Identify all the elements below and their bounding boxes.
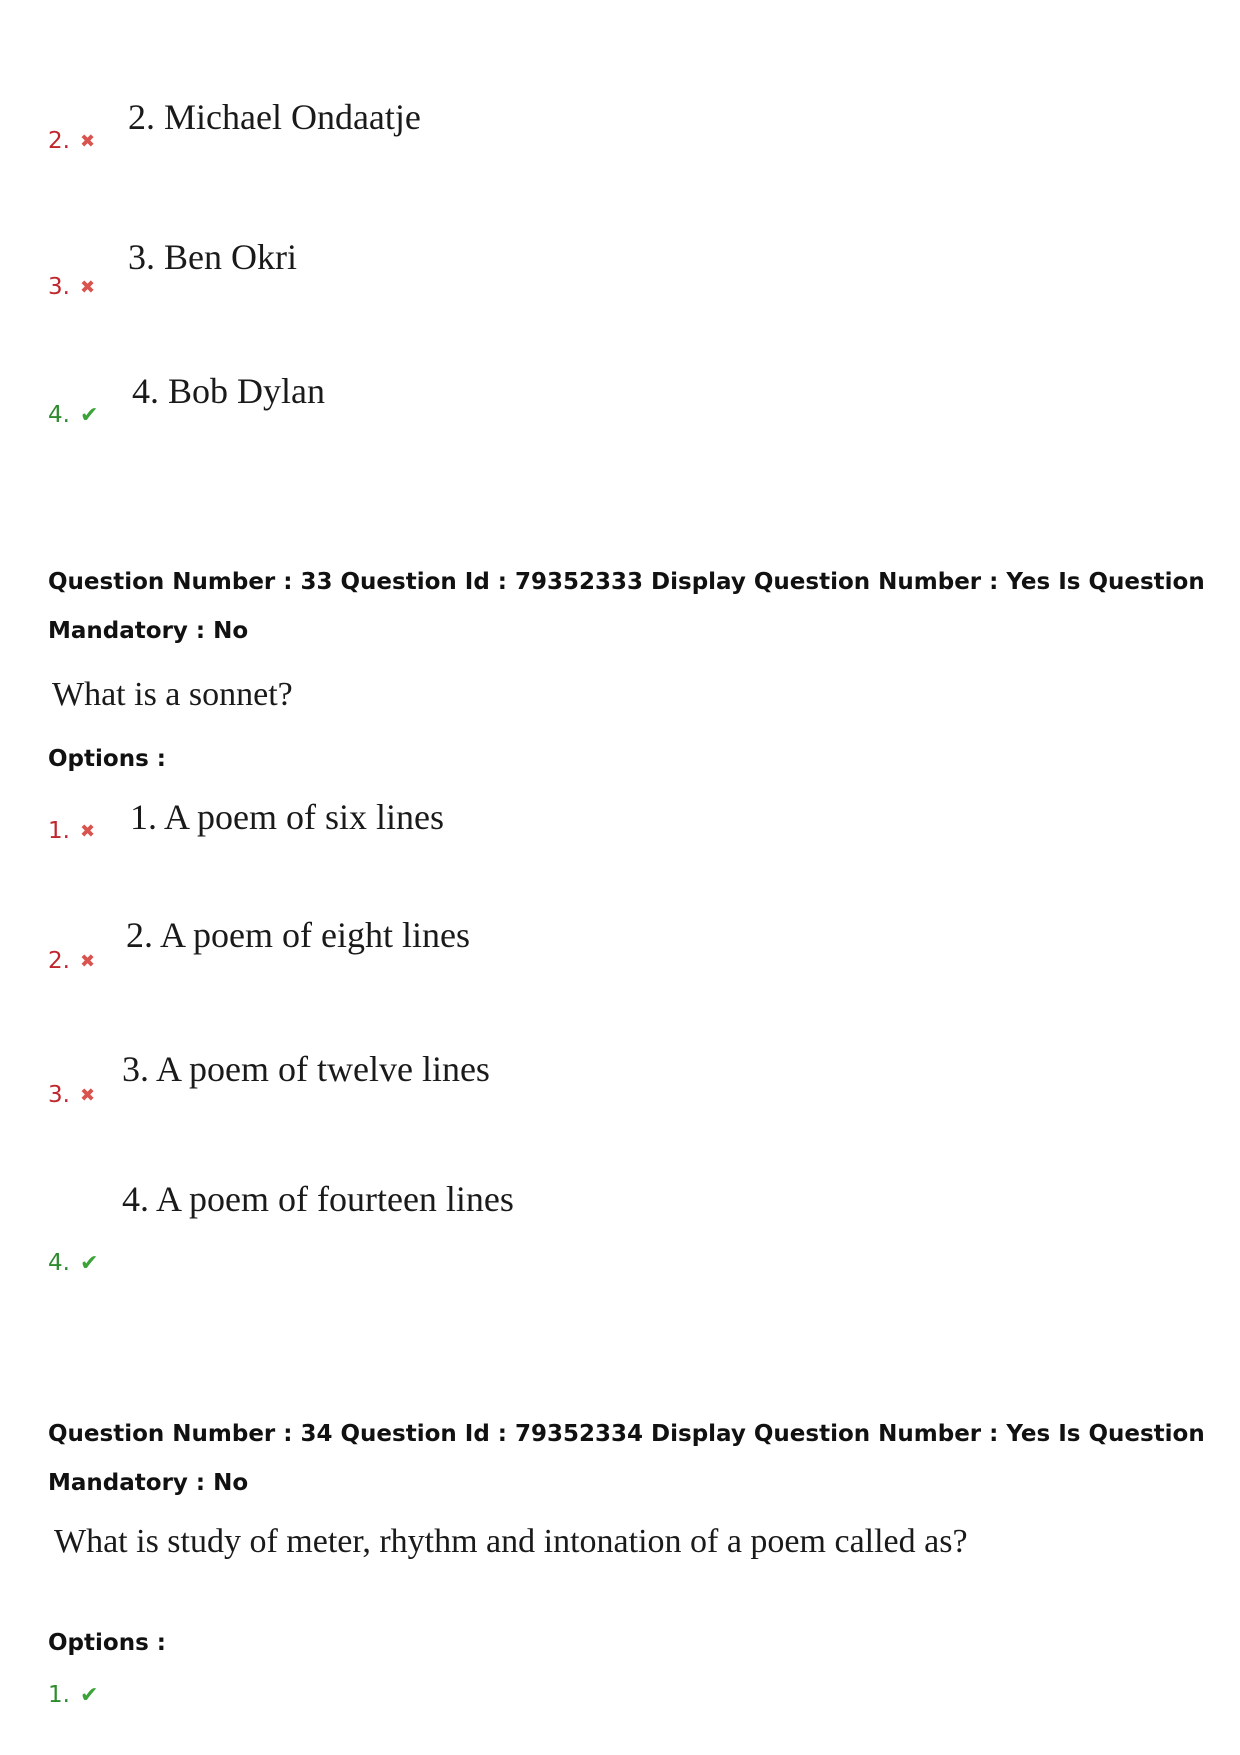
cross-icon: ✖ (79, 130, 96, 152)
cross-icon: ✖ (79, 1084, 96, 1106)
option-marker-1: 1. ✔ (48, 1682, 99, 1708)
question-header: Question Number : 34 Question Id : 79352334 Display Question Number : Yes Is Question Mandatory : No (48, 1421, 1205, 1496)
option-marker-3: 3. ✖ (48, 274, 96, 300)
option-marker-1: 1. ✖ (48, 818, 96, 844)
cross-icon: ✖ (79, 950, 96, 972)
option-marker-4: 4. ✔ (48, 402, 99, 428)
option-text: 2. A poem of eight lines (126, 915, 470, 955)
option-text: 2. Michael Ondaatje (128, 97, 421, 137)
check-icon: ✔ (79, 402, 99, 428)
option-text: 1. A poem of six lines (130, 797, 444, 837)
option-text: 4. Bob Dylan (132, 371, 325, 411)
cross-icon: ✖ (79, 820, 96, 842)
option-text: 4. A poem of fourteen lines (122, 1179, 514, 1219)
question-header: Question Number : 33 Question Id : 79352333 Display Question Number : Yes Is Question Mandatory : No (48, 569, 1205, 644)
option-marker-2: 2. ✖ (48, 948, 96, 974)
question-text: What is study of meter, rhythm and intonation of a poem called as? (54, 1523, 968, 1560)
option-marker-4: 4. ✔ (48, 1250, 99, 1276)
cross-icon: ✖ (79, 276, 96, 298)
check-icon: ✔ (79, 1682, 99, 1708)
question-text: What is a sonnet? (52, 676, 293, 713)
option-text: 3. A poem of twelve lines (122, 1049, 490, 1089)
option-text: 3. Ben Okri (128, 237, 297, 277)
options-label: Options : (48, 746, 166, 772)
options-label: Options : (48, 1630, 166, 1656)
option-marker-2: 2. ✖ (48, 128, 96, 154)
option-marker-3: 3. ✖ (48, 1082, 96, 1108)
check-icon: ✔ (79, 1250, 99, 1276)
